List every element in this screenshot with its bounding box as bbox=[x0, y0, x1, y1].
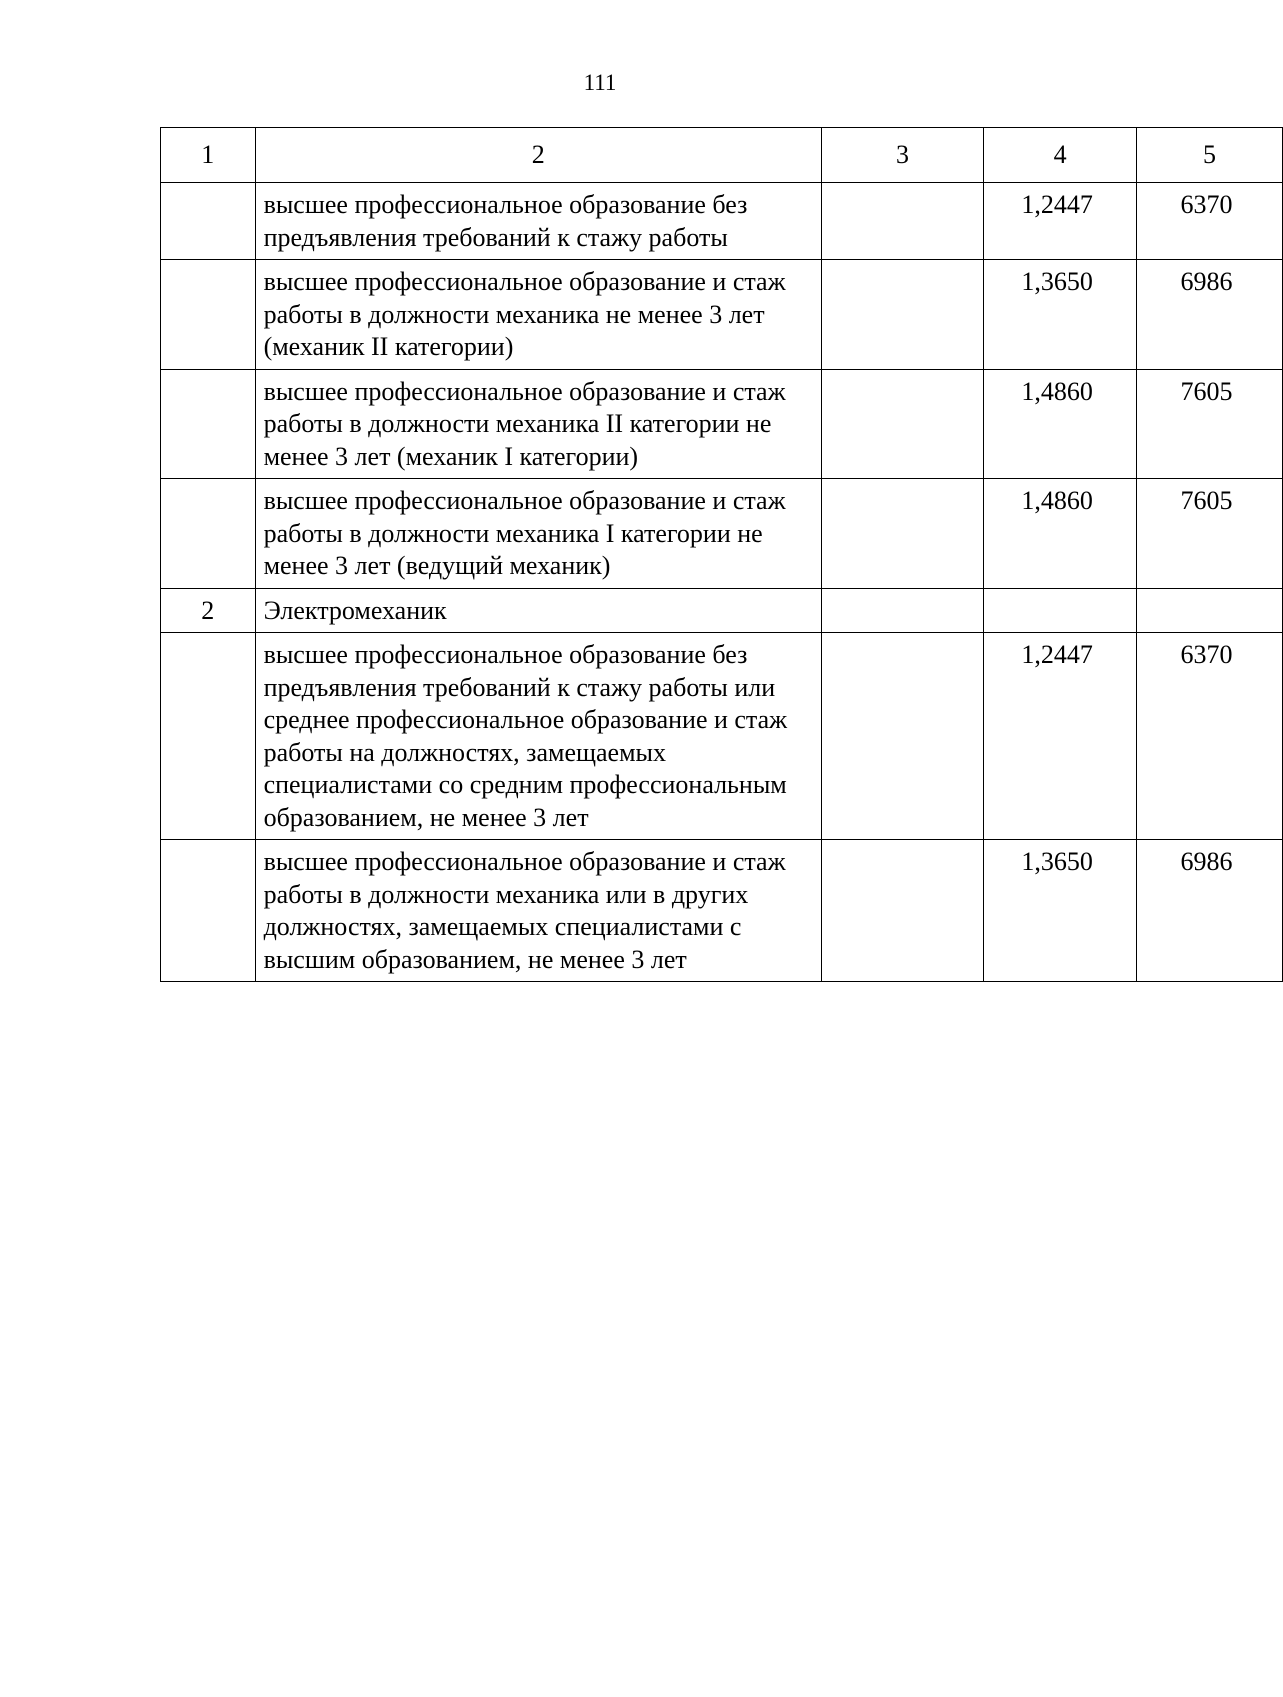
row-coefficient: 1,3650 bbox=[984, 260, 1137, 370]
row-number bbox=[161, 183, 256, 260]
row-salary: 6986 bbox=[1137, 260, 1283, 370]
row-number bbox=[161, 260, 256, 370]
row-col3 bbox=[821, 369, 983, 479]
row-col3 bbox=[821, 588, 983, 633]
table-row bbox=[161, 260, 1283, 370]
row-number bbox=[161, 369, 256, 479]
row-description: высшее профессиональное образование без предъявления требований к стажу работы или среднее профессиональное образование и стаж работы на должностях, замещаемых специалистами со средним профессиональным образованием, не менее 3 лет bbox=[255, 633, 821, 840]
row-description: высшее профессиональное образование и стаж работы в должности механика II категории не менее 3 лет (механик I категории) bbox=[255, 369, 821, 479]
row-salary bbox=[1137, 588, 1283, 633]
row-number bbox=[161, 633, 256, 840]
row-coefficient: 1,4860 bbox=[984, 369, 1137, 479]
row-salary: 7605 bbox=[1137, 479, 1283, 589]
row-col3 bbox=[821, 260, 983, 370]
row-salary: 6986 bbox=[1137, 840, 1283, 982]
row-number bbox=[161, 479, 256, 589]
row-coefficient: 1,2447 bbox=[984, 183, 1137, 260]
salary-table bbox=[160, 127, 1283, 982]
table-row bbox=[161, 479, 1283, 589]
header-cell-2: 2 bbox=[255, 128, 821, 183]
row-salary: 6370 bbox=[1137, 633, 1283, 840]
row-coefficient bbox=[984, 588, 1137, 633]
row-coefficient: 1,2447 bbox=[984, 633, 1137, 840]
row-coefficient: 1,4860 bbox=[984, 479, 1137, 589]
table-row bbox=[161, 840, 1283, 982]
table-group-row bbox=[161, 588, 1283, 633]
header-cell-4: 4 bbox=[984, 128, 1137, 183]
table-row bbox=[161, 183, 1283, 260]
row-salary: 6370 bbox=[1137, 183, 1283, 260]
header-cell-5: 5 bbox=[1137, 128, 1283, 183]
row-coefficient: 1,3650 bbox=[984, 840, 1137, 982]
header-cell-1: 1 bbox=[161, 128, 256, 183]
row-number: 2 bbox=[161, 588, 256, 633]
table-header-row bbox=[161, 128, 1283, 183]
page-number: 111 bbox=[583, 70, 617, 95]
row-description: высшее профессиональное образование без предъявления требований к стажу работы bbox=[255, 183, 821, 260]
row-description: высшее профессиональное образование и стаж работы в должности механика не менее 3 лет (механик II категории) bbox=[255, 260, 821, 370]
table-row bbox=[161, 369, 1283, 479]
row-number bbox=[161, 840, 256, 982]
row-description: высшее профессиональное образование и стаж работы в должности механика или в других должностях, замещаемых специалистами с высшим образованием, не менее 3 лет bbox=[255, 840, 821, 982]
row-salary: 7605 bbox=[1137, 369, 1283, 479]
row-col3 bbox=[821, 183, 983, 260]
row-col3 bbox=[821, 633, 983, 840]
header-cell-3: 3 bbox=[821, 128, 983, 183]
row-description: Электромеханик bbox=[255, 588, 821, 633]
row-description: высшее профессиональное образование и стаж работы в должности механика I категории не менее 3 лет (ведущий механик) bbox=[255, 479, 821, 589]
table-row bbox=[161, 633, 1283, 840]
row-col3 bbox=[821, 479, 983, 589]
row-col3 bbox=[821, 840, 983, 982]
